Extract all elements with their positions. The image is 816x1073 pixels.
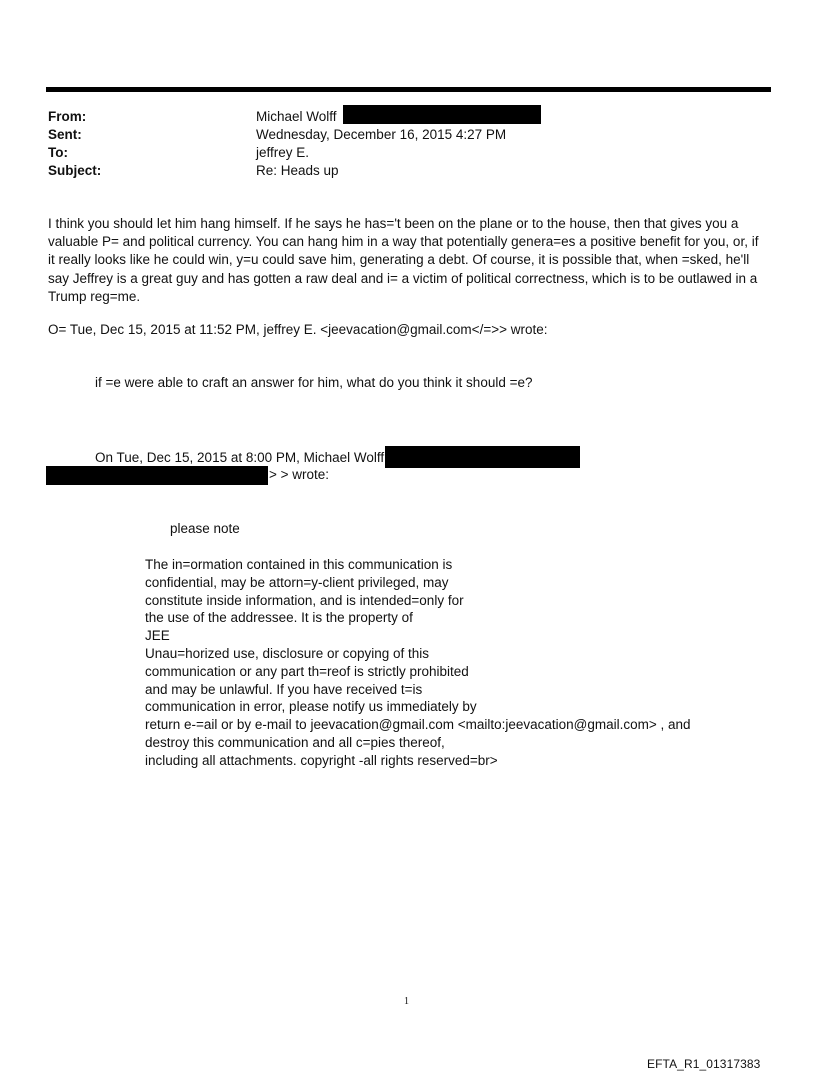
please-note: please note xyxy=(170,521,240,536)
email-body: I think you should let him hang himself. If he says he has='t been on the plane or to the house, then that gives you a valuable P= and political currency. You can hang him in a way that potentially genera=es a positive benefit for you, or, if it really looks like he could win, y=u could save him, generating a debt. Of course, it is possible that, when =sked, he'll say Jeffrey is a great guy and has gotten a raw deal and i= a victim of political correctness, which is to be outlawed in a Trump reg=me. xyxy=(48,216,759,304)
disclaimer-line: The in=ormation contained in this communication is xyxy=(145,557,453,572)
to-label: To: xyxy=(48,145,68,160)
to-value: jeffrey E. xyxy=(256,145,310,160)
quote1-header: O= Tue, Dec 15, 2015 at 11:52 PM, jeffrey E. <jeevacation@gmail.com</=>> wrote: xyxy=(48,322,548,337)
confidentiality-disclaimer xyxy=(145,556,745,770)
redaction-box-from-email xyxy=(343,105,541,124)
disclaimer-line: Unau=horized use, disclosure or copying of this xyxy=(145,645,430,661)
disclaimer-line: destroy this communication and all c=pies thereof, xyxy=(145,734,445,750)
page-number: 1 xyxy=(404,996,409,1007)
disclaimer-line: communication or any part th=reof is strictly prohibited xyxy=(145,663,469,679)
disclaimer-line: and may be unlawful. If you have received t=is xyxy=(145,681,423,697)
disclaimer-line: communication in error, please notify us immediately by xyxy=(145,699,477,715)
sent-value: Wednesday, December 16, 2015 4:27 PM xyxy=(256,127,507,142)
redaction-box-quote2-name xyxy=(385,446,580,468)
disclaimer-line: including all attachments. copyright -all rights reserved=br> xyxy=(145,752,498,768)
disclaimer-line: the use of the addressee. It is the property of xyxy=(145,610,413,626)
disclaimer-line: constitute inside information, and is intended=only for xyxy=(145,592,464,608)
top-divider xyxy=(46,87,771,92)
from-label: From: xyxy=(48,109,87,124)
disclaimer-line: JEE xyxy=(145,628,170,644)
from-value: Michael Wolff xyxy=(256,109,337,124)
header-row-sent xyxy=(48,126,768,144)
sent-label: Sent: xyxy=(48,127,82,142)
disclaimer-line: return e-=ail or by e-mail to jeevacation@gmail.com <mailto:jeevacation@gmail.com> , and xyxy=(145,717,691,733)
quote2-header-line2: > > wrote: xyxy=(269,467,330,482)
quote2-header-line1: On Tue, Dec 15, 2015 at 8:00 PM, Michael Wolff xyxy=(95,450,385,465)
header-row-subject xyxy=(48,162,768,180)
subject-value: Re: Heads up xyxy=(256,163,339,178)
disclaimer-line: confidential, may be attorn=y-client privileged, may xyxy=(145,574,449,590)
bates-number: EFTA_R1_01317383 xyxy=(647,1057,761,1071)
header-row-to xyxy=(48,144,768,162)
quote1-text: if =e were able to craft an answer for him, what do you think it should =e? xyxy=(95,375,533,390)
subject-label: Subject: xyxy=(48,163,102,178)
redaction-box-quote2-email xyxy=(46,466,268,485)
